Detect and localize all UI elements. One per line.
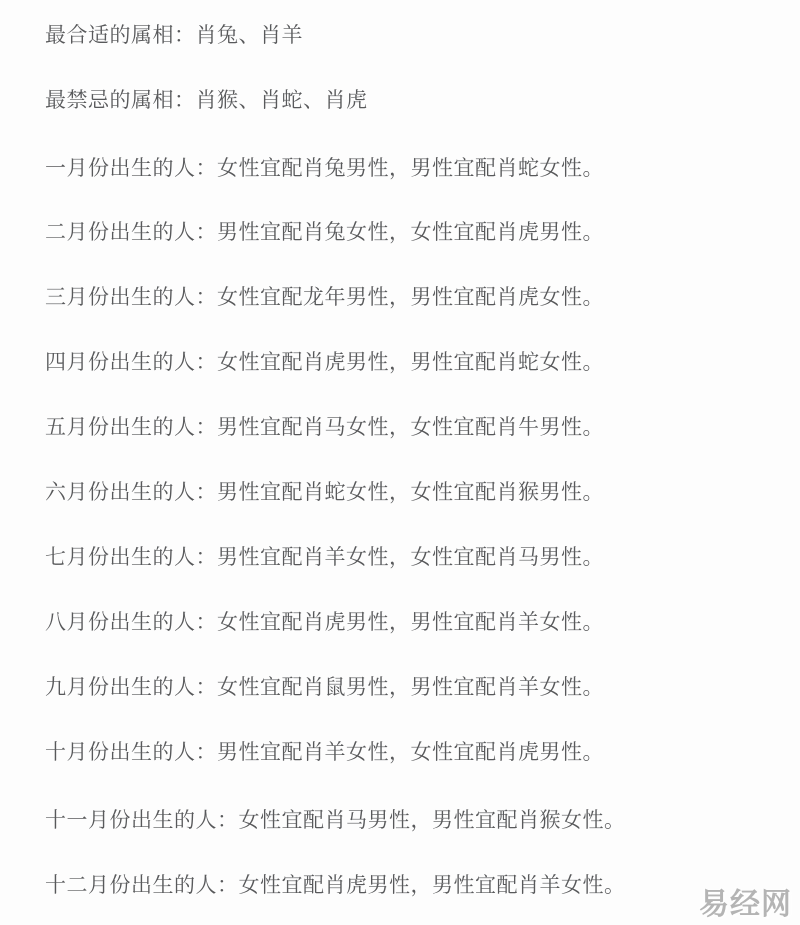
month-4-line: 四月份出生的人：女性宜配肖虎男性，男性宜配肖蛇女性。 (45, 350, 604, 374)
month-5-line: 五月份出生的人：男性宜配肖马女性，女性宜配肖牛男性。 (45, 415, 604, 439)
month-6-line: 六月份出生的人：男性宜配肖蛇女性，女性宜配肖猴男性。 (45, 480, 604, 504)
month-1-line: 一月份出生的人：女性宜配肖兔男性，男性宜配肖蛇女性。 (45, 156, 604, 180)
month-7-line: 七月份出生的人：男性宜配肖羊女性，女性宜配肖马男性。 (45, 545, 604, 569)
month-10-line: 十月份出生的人：男性宜配肖羊女性，女性宜配肖虎男性。 (45, 740, 604, 764)
month-11-line: 十一月份出生的人：女性宜配肖马男性，男性宜配肖猴女性。 (45, 808, 626, 832)
month-8-line: 八月份出生的人：女性宜配肖虎男性，男性宜配肖羊女性。 (45, 610, 604, 634)
best-match-line: 最合适的属相：肖兔、肖羊 (45, 23, 303, 47)
taboo-match-line: 最禁忌的属相：肖猴、肖蛇、肖虎 (45, 88, 368, 112)
month-9-line: 九月份出生的人：女性宜配肖鼠男性，男性宜配肖羊女性。 (45, 675, 604, 699)
month-12-line: 十二月份出生的人：女性宜配肖虎男性，男性宜配肖羊女性。 (45, 873, 626, 897)
month-2-line: 二月份出生的人：男性宜配肖兔女性，女性宜配肖虎男性。 (45, 220, 604, 244)
watermark-yijing-net: 易经网 (699, 887, 792, 922)
month-3-line: 三月份出生的人：女性宜配龙年男性，男性宜配肖虎女性。 (45, 285, 604, 309)
